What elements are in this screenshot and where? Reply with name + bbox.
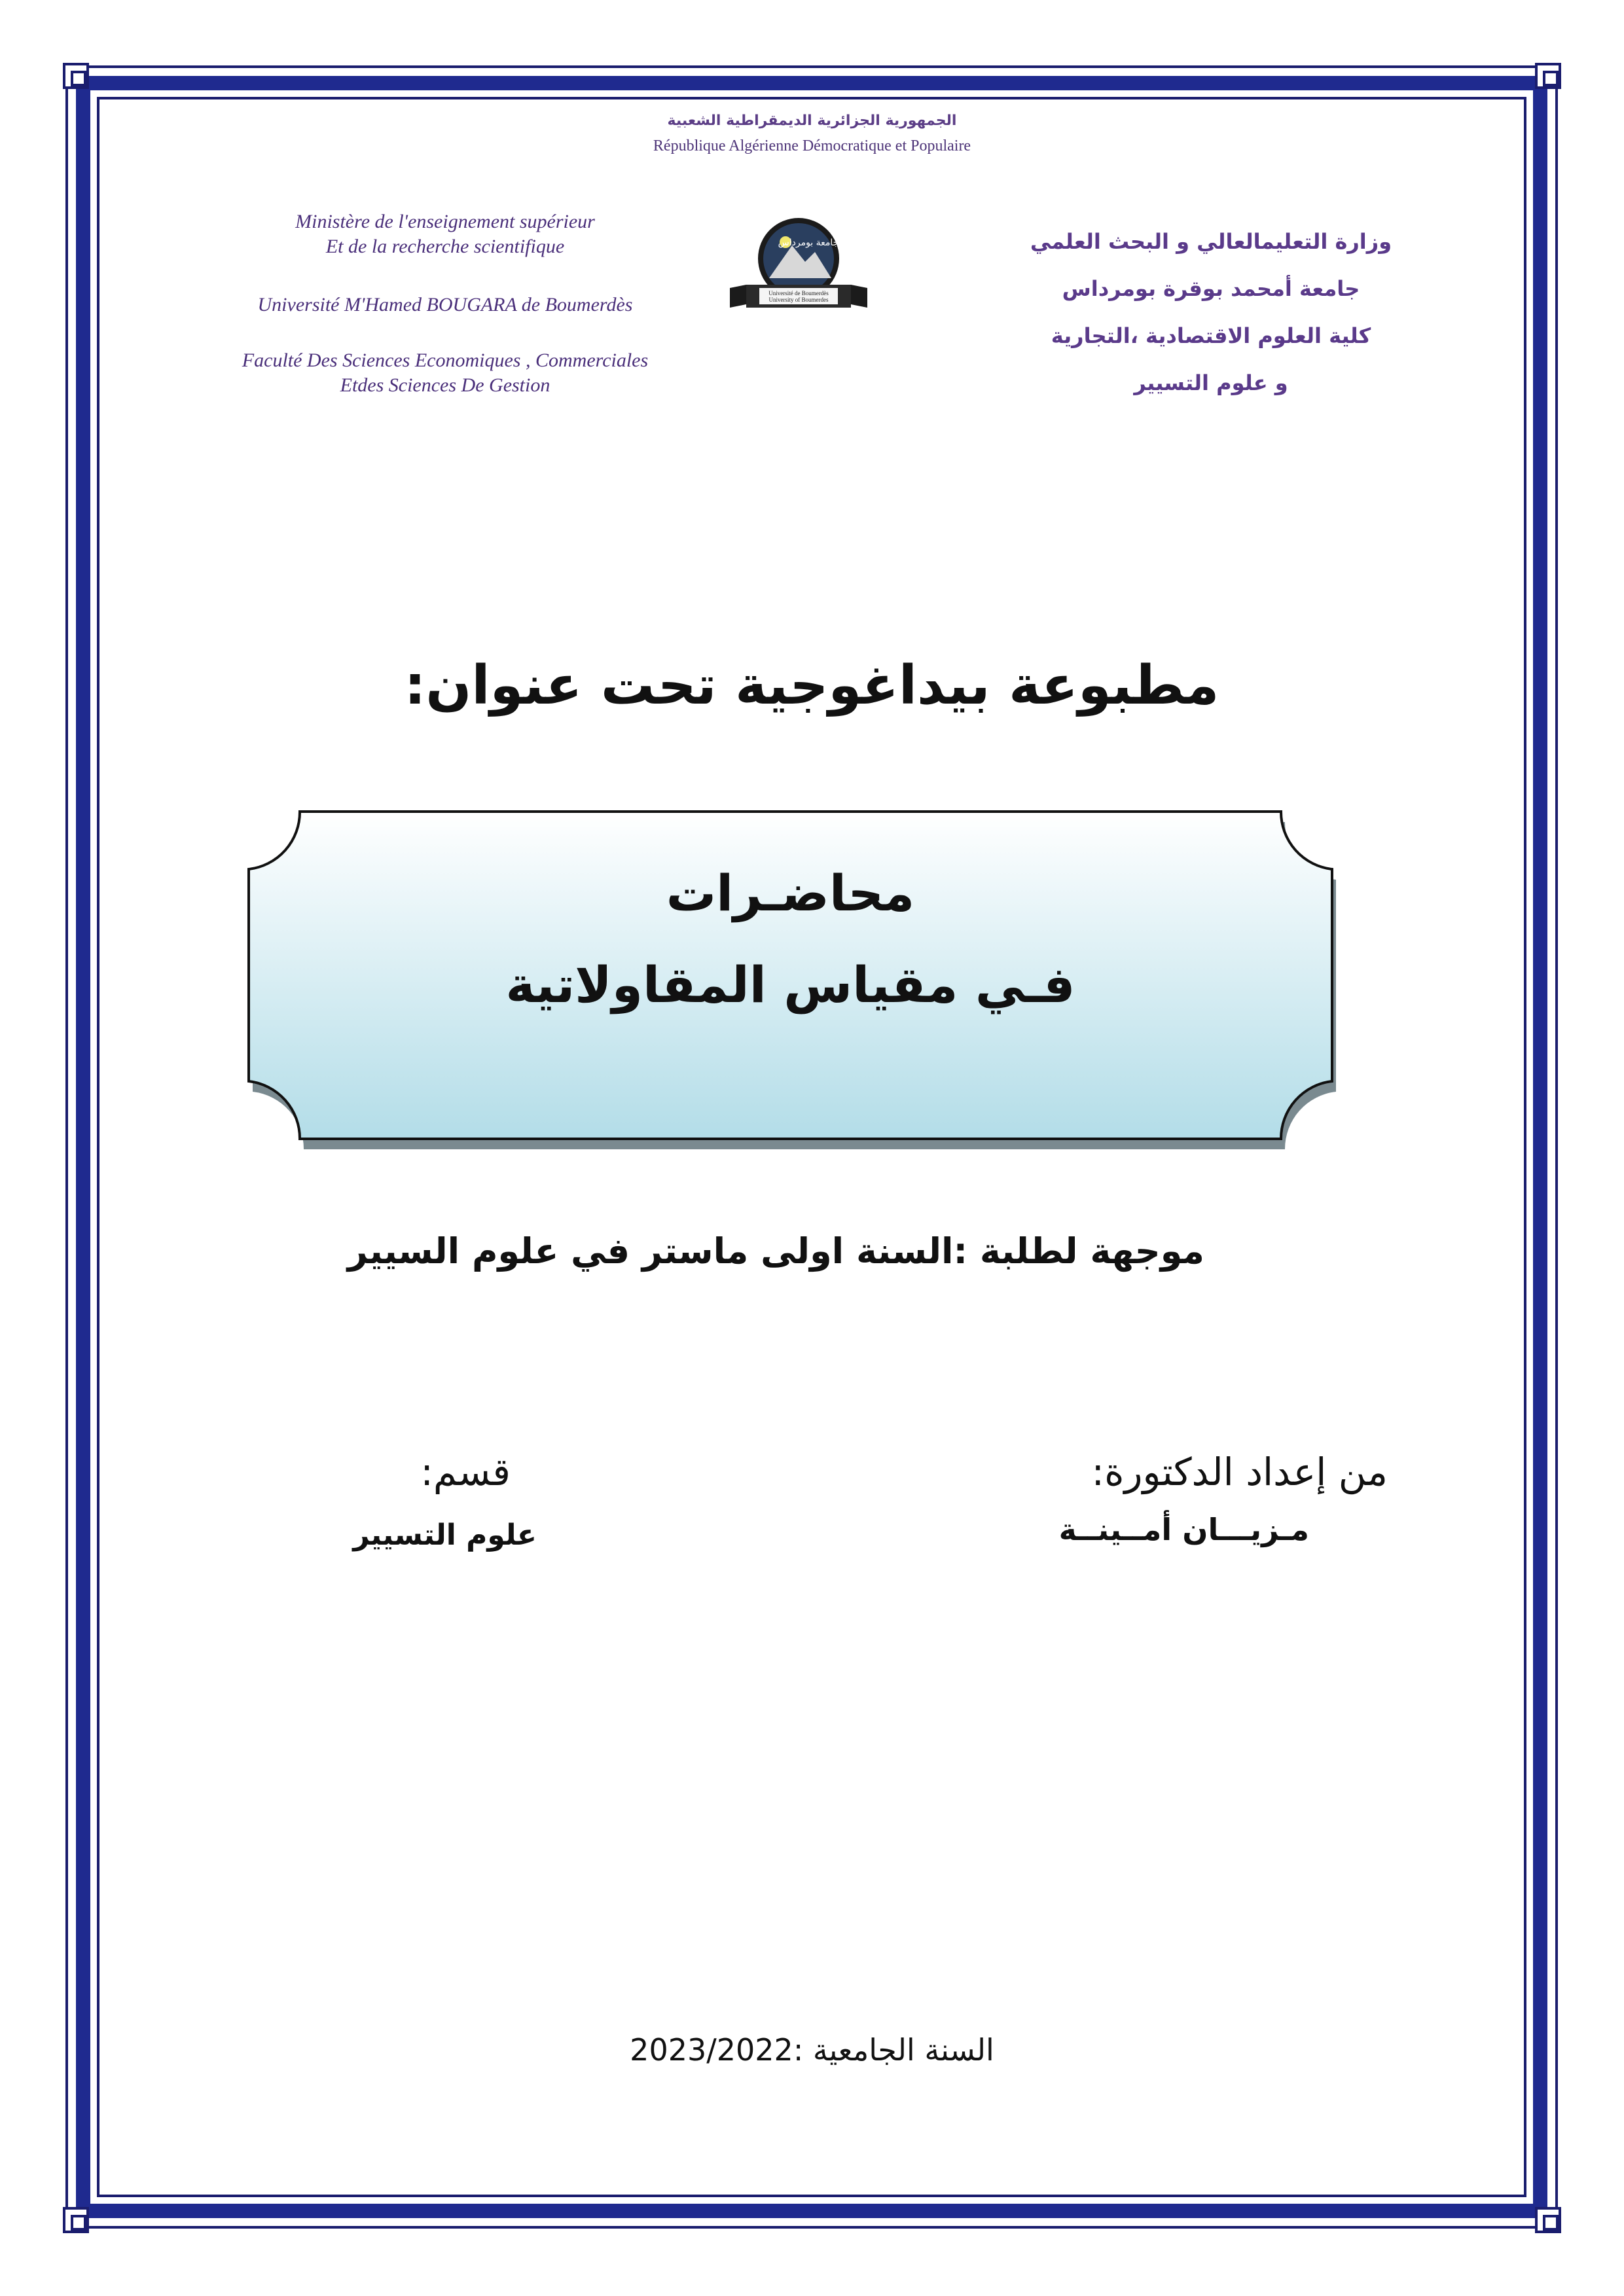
ministry-line-2: Et de la recherche scientifique [325,236,565,257]
author-name: مـزيـــان أمــينــة [1058,1512,1309,1547]
banner-title-line-1: محاضـرات [666,864,915,922]
republic-french: République Algérienne Démocratique et Populaire [653,137,971,154]
faculty-line-2: Etdes Sciences De Gestion [340,374,550,396]
university-logo [730,216,867,321]
banner-title-line-2: فـي مقياس المقاولاتية [505,956,1075,1014]
frame-corner-ornament [63,2207,89,2233]
frame-corner-ornament [63,63,89,89]
document-heading: مطبوعة بيداغوجية تحت عنوان: [404,655,1219,717]
university-arabic: جامعة أمحمد بوقرة بومرداس [1062,276,1360,301]
logo-ribbon-line-2: University of Boumerdes [768,296,829,303]
academic-year: السنة الجامعية :2023/2022 [630,2032,994,2068]
faculty-arabic: كلية العلوم الاقتصادية ،التجارية [1051,323,1371,348]
frame-corner-ornament [1535,63,1561,89]
ministry-french [216,209,674,259]
department-label: قسم: [420,1450,511,1494]
republic-arabic: الجمهورية الجزائرية الديمقراطية الشعبية [667,113,957,129]
faculty-french [216,348,674,398]
frame-corner-ornament [1535,2207,1561,2233]
ministry-arabic: وزارة التعليمالعالي و البحث العلمي [1030,229,1392,254]
university-french: Université M'Hamed BOUGARA de Boumerdès [257,294,633,315]
target-audience: موجهة لطلبة :السنة اولى ماستر في علوم السيير [347,1230,1204,1272]
logo-ribbon-line-1: Université de Boumerdès [768,290,829,296]
department-name: علوم التسيير [353,1518,537,1552]
faculty-line-1: Faculté Des Sciences Economiques , Commerciales [242,350,649,371]
logo-arabic-text: جامعة بومرداس [778,238,839,248]
ministry-line-1: Ministère de l'enseignement supérieur [295,211,595,232]
prepared-by-label: من إعداد الدكتورة: [1091,1450,1388,1494]
faculty-arabic-line-2: و علوم التسيير [1134,370,1288,395]
